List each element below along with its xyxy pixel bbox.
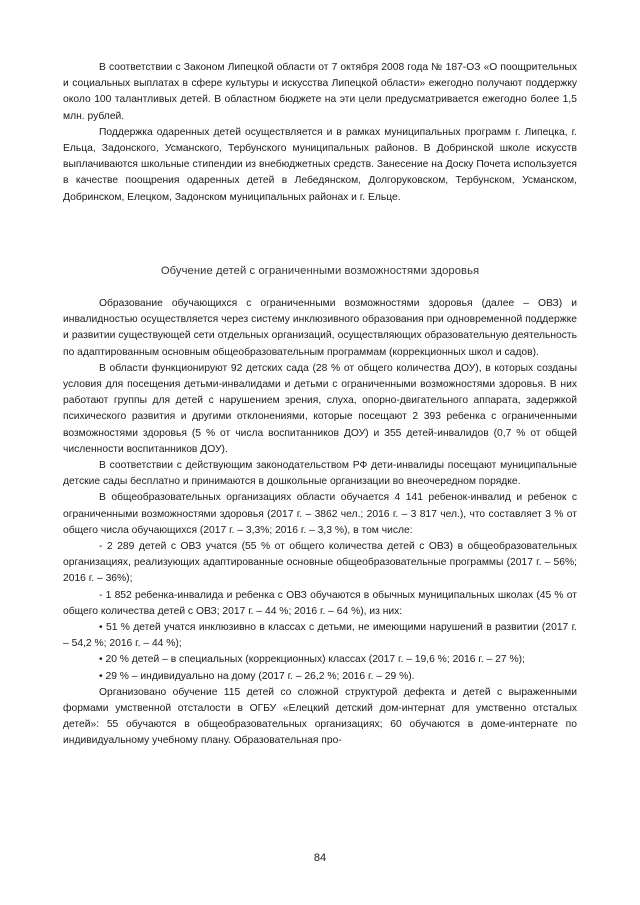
list-item-1: - 2 289 детей с ОВЗ учатся (55 % от общего количества детей с ОВЗ) в общеобразовательных организациях, реализующих адаптированные основные общеобразовательные программы (2017 г. – 56%; 2016 г. – 36%); — [63, 541, 577, 585]
bullet-item-1: • 51 % детей учатся инклюзивно в классах с детьми, не имеющими нарушений в развитии (2017 г. – 54,2 %; 2016 г. – 44 %); — [63, 622, 577, 650]
bullet-item-2: • 20 % детей – в специальных (коррекционных) классах (2017 г. – 19,6 %; 2016 г. – 27 %); — [99, 654, 525, 666]
bullet-item-3: • 29 % – индивидуально на дому (2017 г. – 26,2 %; 2016 г. – 29 %). — [99, 670, 415, 682]
section-paragraph-5: Организовано обучение 115 детей со сложной структурой дефекта и детей с выраженными формами умственной отсталости в ОГБУ «Елецкий детский дом-интернат для умственно отсталых детей»: 55 обучаются в общеобразовательных организациях; 60 обучаются в доме-интернате по индивидуальному учебному плану. Образовательная про- — [63, 686, 577, 747]
section-paragraph-1: Образование обучающихся с ограниченными возможностями здоровья (далее – ОВЗ) и инвалидностью осуществляется через систему инклюзивного образования при одновременной поддержке и развитии существующей сети отдельных организаций, осуществляющих образовательную деятельность по адаптированным основным общеобразовательным программам (коррекционных школ и садов). — [63, 298, 577, 358]
section-body — [63, 296, 577, 750]
section-paragraph-3: В соответствии с действующим законодательством РФ дети-инвалиды посещают муниципальные детские сады бесплатно и принимаются в дошкольные организации во внеочередном порядке. — [63, 460, 577, 488]
intro-block — [63, 60, 577, 206]
page-number: 84 — [313, 852, 327, 864]
section-heading: Обучение детей с ограниченными возможностями здоровья — [160, 265, 480, 277]
list-item-2: - 1 852 ребенка-инвалида и ребенка с ОВЗ обучаются в обычных муниципальных школах (45 % от общего количества детей с ОВЗ; 2017 г. – 44 %; 2016 г. – 64 %), из них: — [63, 589, 577, 617]
section-paragraph-2: В области функционируют 92 детских сада (28 % от общего количества ДОУ), в которых созданы условия для посещения детьми-инвалидами и детьми с ограниченными возможностями здоровья. В них работают группы для детей с нарушением зрения, слуха, опорно-двигательного аппарата, задержкой психического развития и другими отклонениями, которые посещают 2 393 ребенка с ограниченными возможностями здоровья (5 % от числа воспитанников ДОУ) и 355 детей-инвалидов (0,7 % от общей численности воспитанников ДОУ). — [63, 362, 577, 455]
intro-paragraph-2: Поддержка одаренных детей осуществляется и в рамках муниципальных программ г. Липецка, г. Ельца, Задонского, Усманского, Тербунского муниципальных районов. В Добринской школе искусств выплачиваются школьные стипендии из внебюджетных средств. Занесение на Доску Почета используется в качестве поощрения одаренных детей в Лебедянском, Долгоруковском, Тербунском, Усманском, Добринском, Елецком, Задонском муниципальных районах и г. Ельце. — [63, 126, 577, 203]
section-paragraph-4: В общеобразовательных организациях области обучается 4 141 ребенок-инвалид и ребенок с ограниченными возможностями здоровья (2017 г. – 3862 чел.; 2016 г. – 3 817 чел.), что составляет 3 % от общего числа обучающихся (2017 г. – 3,3%; 2016 г. – 3,3 %), в том числе: — [63, 492, 577, 536]
intro-paragraph-1: В соответствии с Законом Липецкой области от 7 октября 2008 года № 187-ОЗ «О поощрительных и социальных выплатах в сфере культуры и искусства Липецкой области» ежегодно получают поддержку около 100 талантливых детей. В областном бюджете на эти цели предусматривается ежегодно более 1,5 млн. рублей. — [63, 62, 577, 122]
